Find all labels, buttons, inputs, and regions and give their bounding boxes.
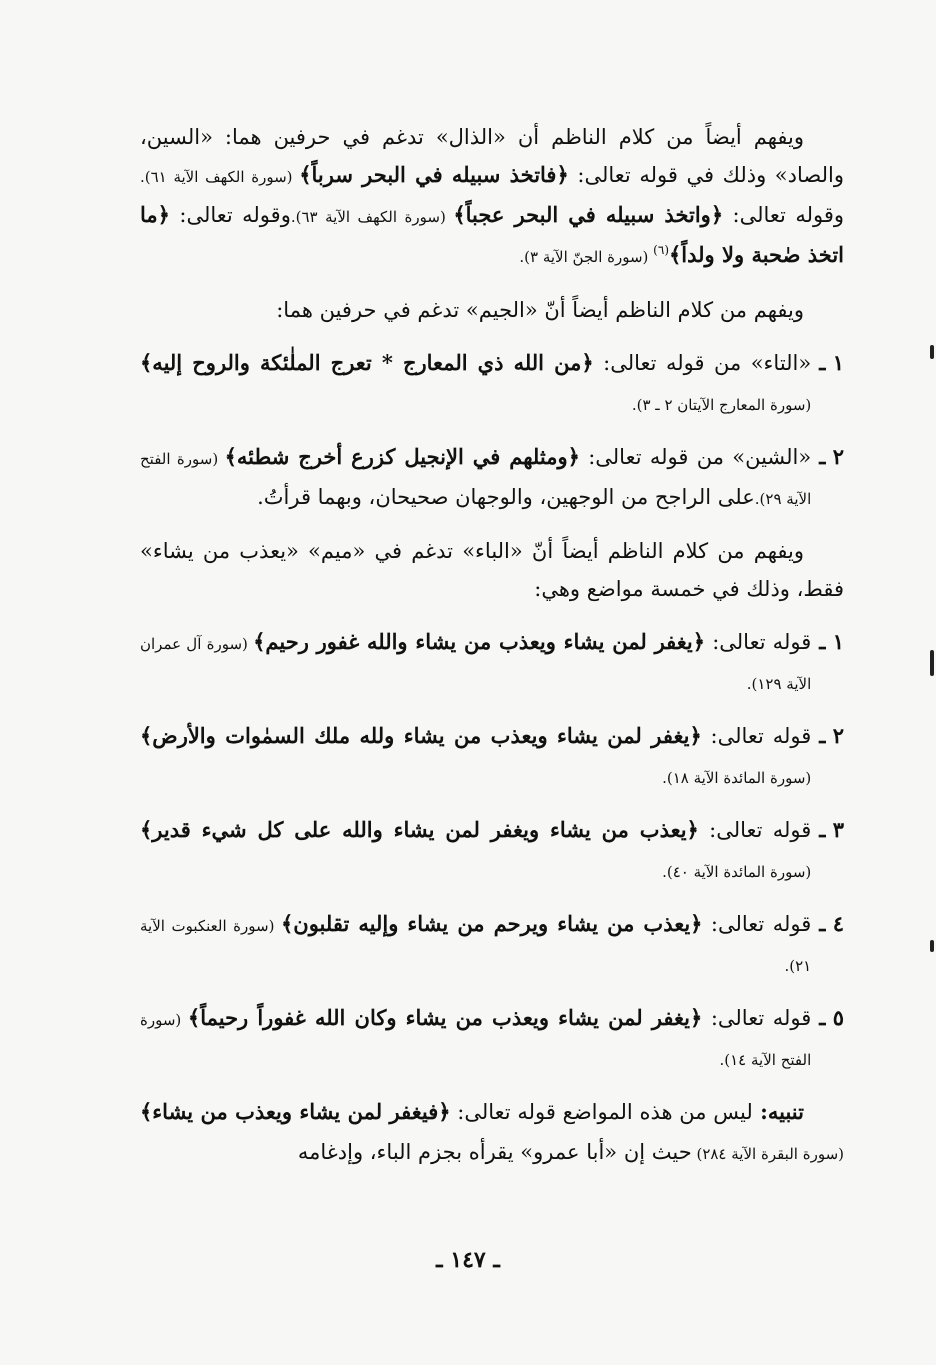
text: ليس من هذه المواضع قوله تعالى: [450, 1100, 753, 1124]
text: ويفهم أيضاً من كلام الناظم أن «الذال» تدغم في حرفين هما: «السين، والصاد» وذلك في قوله تعالى: [140, 125, 844, 187]
paragraph-note [140, 1093, 844, 1173]
surah-reference: (سورة الكهف الآية ٦٣). [290, 208, 454, 226]
scan-mark [930, 940, 934, 952]
item-body [140, 905, 811, 985]
text: قوله تعالى: [702, 1006, 812, 1030]
paragraph-dhal [140, 118, 844, 276]
item-number: ٢ ـ [819, 444, 844, 469]
item-body [140, 344, 811, 424]
surah-reference: (سورة المائدة الآية ٤٠). [662, 863, 812, 881]
text: قوله تعالى: [701, 724, 812, 748]
paragraph-jeem: ويفهم من كلام الناظم أيضاً أنّ «الجيم» تدغم في حرفين هما: [276, 298, 804, 322]
scan-mark [930, 650, 934, 676]
quran-quote: ﴿فيغفر لمن يشاء ويعذب من يشاء﴾ [140, 1099, 451, 1124]
item-number: ٤ ـ [819, 911, 844, 936]
surah-reference: (سورة الفتح الآية ١٤). [140, 1011, 812, 1069]
note-label: تنبيه: [752, 1099, 804, 1124]
quran-quote: ﴿يعذب من يشاء ويغفر لمن يشاء والله على كل شيء قدير﴾ [140, 817, 699, 842]
item-body [140, 717, 811, 797]
item-number: ٢ ـ [819, 723, 844, 748]
surah-reference: (سورة المعارج الآيتان ٢ ـ ٣). [631, 396, 812, 414]
list-item [140, 999, 844, 1079]
scan-mark [930, 345, 934, 359]
text: قوله تعالى: [698, 818, 812, 842]
text: «التاء» من قوله تعالى: [593, 351, 812, 375]
list-item [140, 717, 844, 797]
surah-reference: (سورة آل عمران الآية ١٢٩). [140, 635, 812, 693]
quran-quote: ﴿يعذب من يشاء ويرحم من يشاء وإليه تقلبون﴾ [280, 911, 703, 936]
quran-quote: ﴿واتخذ سبيله في البحر عجباً﴾ [453, 202, 724, 227]
list-item [140, 438, 844, 518]
paragraph-baa: ويفهم من كلام الناظم أيضاً أنّ «الباء» تدغم في «ميم» «يعذب من يشاء» فقط، وذلك في خمسة مواضع وهي: [140, 539, 844, 601]
quran-quote: ﴿فاتخذ سبيله في البحر سرباً﴾ [299, 162, 569, 187]
text: قوله تعالى: [705, 630, 812, 654]
text: وقوله تعالى: [169, 203, 291, 227]
text: على الراجح من الوجهين، والوجهان صحيحان، وبهما قرأتُ. [257, 485, 755, 509]
item-body [140, 999, 811, 1079]
quran-quote: ﴿يغفر لمن يشاء ويعذب من يشاء وكان الله غفوراً رحيماً﴾ [187, 1005, 703, 1030]
quran-quote: ﴿من الله ذي المعارج * تعرج الملٰئكة والروح إليه﴾ [140, 350, 594, 375]
item-number: ٥ ـ [819, 1005, 844, 1030]
list-item [140, 811, 844, 891]
surah-reference: (سورة المائدة الآية ١٨). [662, 769, 812, 787]
item-number: ١ ـ [819, 629, 844, 654]
quran-quote: ﴿يغفر لمن يشاء ويعذب من يشاء والله غفور رحيم﴾ [253, 629, 706, 654]
list-item [140, 623, 844, 703]
text: «الشين» من قوله تعالى: [579, 445, 812, 469]
quran-quote: ﴿ما اتخذ صٰحبة ولا ولداً﴾ [140, 202, 844, 267]
item-number: ٣ ـ [819, 817, 844, 842]
footnote-marker: (٦) [653, 243, 669, 257]
text: حيث إن «أبا عمرو» يقرأه بجزم الباء، وإدغامه [297, 1140, 692, 1164]
quran-quote: ﴿ومثلهم في الإنجيل كزرع أخرج شطئه﴾ [224, 444, 580, 469]
surah-reference: (سورة البقرة الآية ٢٨٤) [691, 1145, 844, 1163]
list-item [140, 905, 844, 985]
item-body [140, 438, 811, 518]
surah-reference: (سورة الكهف الآية ٦١). [140, 168, 300, 186]
quran-quote: ﴿يغفر لمن يشاء ويعذب من يشاء ولله ملك السمٰوات والأرض﴾ [140, 723, 702, 748]
text: قوله تعالى: [702, 912, 812, 936]
item-number: ١ ـ [819, 350, 844, 375]
surah-reference: (سورة الفتح الآية ٢٩). [140, 450, 812, 508]
page-number: ـ ١٤٧ ـ [436, 1247, 500, 1273]
page-text [140, 118, 844, 1188]
text: وقوله تعالى: [723, 203, 845, 227]
list-item [140, 344, 844, 424]
item-body [140, 623, 811, 703]
item-body [140, 811, 811, 891]
surah-reference: (سورة الجنّ الآية ٣). [519, 248, 654, 266]
surah-reference: (سورة العنكبوت الآية ٢١). [140, 917, 812, 975]
